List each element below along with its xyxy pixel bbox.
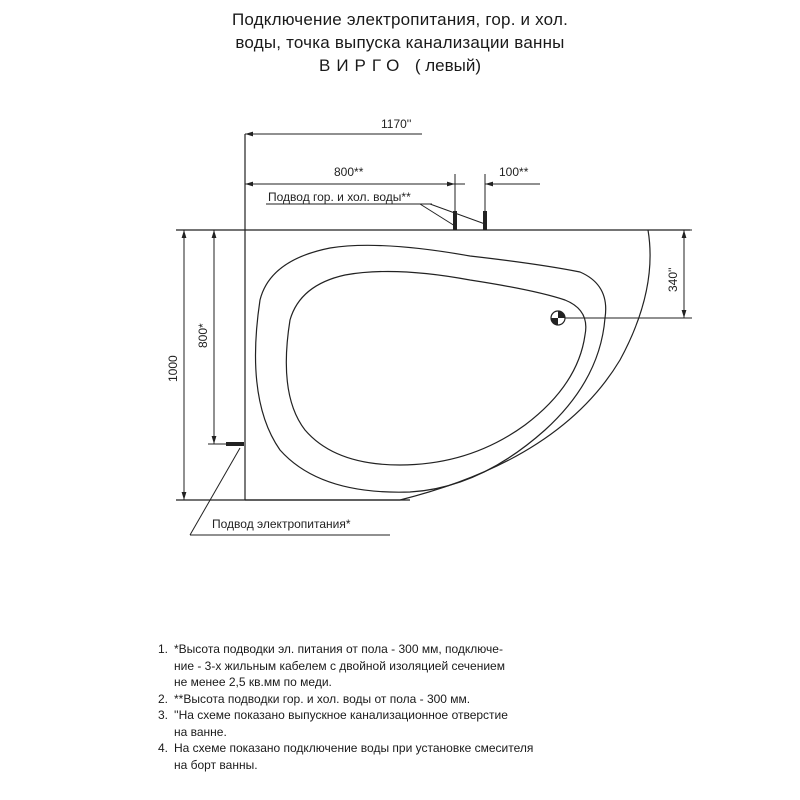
water-leader-1 xyxy=(420,204,455,226)
dim-800-label: 800** xyxy=(334,165,364,179)
power-supply-marker xyxy=(226,442,244,446)
note-line: **Высота подводки гор. и хол. воды от пола - 300 мм. xyxy=(174,691,471,706)
title-line-2: воды, точка выпуска канализации ванны xyxy=(235,33,565,52)
note-line: ние - 3-х жильным кабелем с двойной изоляцией сечением xyxy=(174,658,505,673)
water-supply-label: Подвод гор. и хол. воды** xyxy=(268,190,411,204)
dim-800v-label: 800* xyxy=(196,323,210,348)
model-name: ВИРГО xyxy=(319,56,406,75)
drain-marker xyxy=(551,311,565,325)
bowl-outer xyxy=(256,245,606,492)
dim-1000-label: 1000 xyxy=(166,355,180,382)
note-number: 4. xyxy=(158,741,169,755)
note-item xyxy=(158,691,758,708)
note-text xyxy=(174,641,505,691)
note-line: на борт ванны. xyxy=(174,757,258,772)
power-supply-label: Подвод электропитания* xyxy=(212,517,351,531)
drain-fill-top xyxy=(558,311,565,318)
dim-100-label: 100** xyxy=(499,165,529,179)
power-outlet xyxy=(226,442,244,446)
note-line: не менее 2,5 кв.мм по меди. xyxy=(174,675,332,689)
note-item xyxy=(158,707,758,740)
note-line: *Высота подводки эл. питания от пола - 300 мм, подключе- xyxy=(174,642,503,656)
note-number: 3. xyxy=(158,708,169,722)
note-number: 1. xyxy=(158,642,169,656)
model-variant: ( левый) xyxy=(414,56,481,75)
bowl-inner xyxy=(286,271,586,465)
bathtub-outline xyxy=(245,230,650,500)
note-text xyxy=(174,740,533,773)
wall-lines xyxy=(176,134,690,500)
drain-fill-bottom xyxy=(551,318,558,325)
note-line: на ванне. xyxy=(174,724,227,739)
cold-water-pipe xyxy=(483,211,487,230)
note-item xyxy=(158,740,758,773)
notes-list xyxy=(158,641,758,773)
dimension-lines xyxy=(184,134,692,500)
note-text xyxy=(174,691,470,708)
dim-340-label: 340'' xyxy=(666,267,680,292)
dim-total-width-label: 1170'' xyxy=(381,117,412,131)
note-item xyxy=(158,641,758,691)
callout-labels xyxy=(212,190,411,531)
note-number: 2. xyxy=(158,691,169,706)
note-line: ''На схеме показано выпускное канализационное отверстие xyxy=(174,708,508,722)
title-line-1: Подключение электропитания, гор. и хол. xyxy=(231,10,569,29)
note-line: На схеме показано подключение воды при установке смесителя xyxy=(174,741,534,755)
water-leader-2 xyxy=(430,204,485,224)
note-text xyxy=(174,707,508,740)
leader-lines xyxy=(190,204,485,535)
